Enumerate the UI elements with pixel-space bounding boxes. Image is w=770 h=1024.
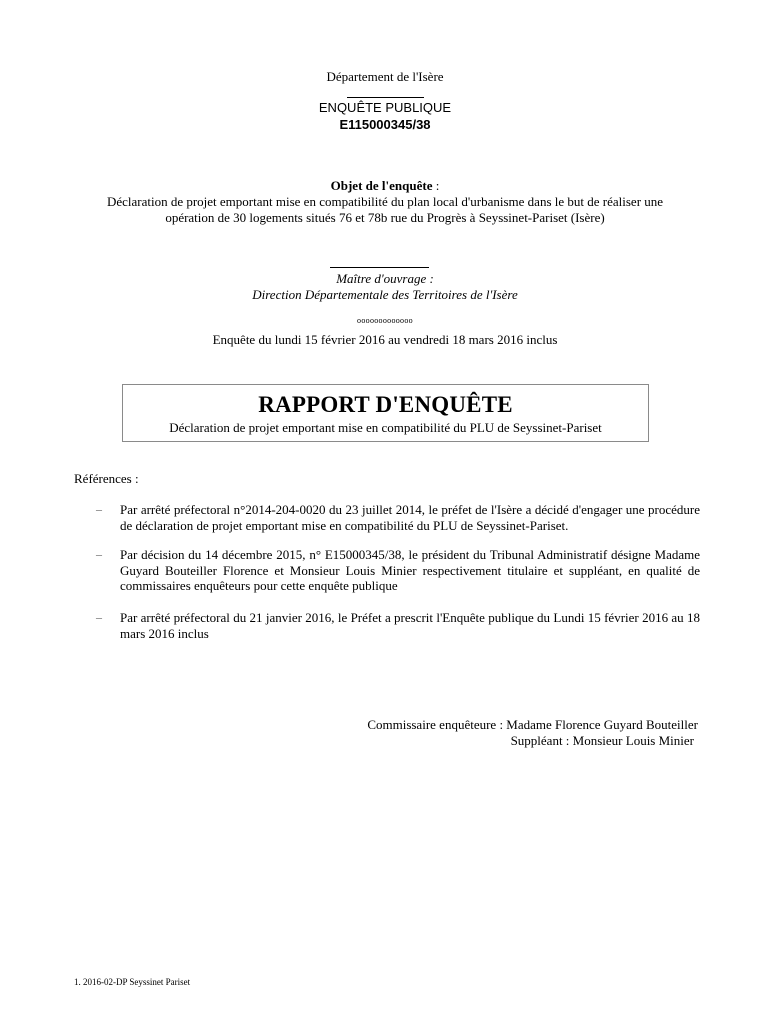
department-name: Département de l'Isère — [326, 69, 444, 84]
objet-label: Objet de l'enquête — [330, 178, 433, 193]
maitre-ouvrage-name: Direction Départementale des Territoires de l'Isère — [252, 287, 518, 302]
reference-item — [96, 610, 700, 641]
references-label: Références : — [74, 471, 139, 486]
reference-bullet: – — [96, 547, 102, 561]
maitre-divider — [330, 267, 429, 268]
reference-item — [96, 502, 700, 533]
header-divider — [347, 97, 424, 98]
reference-text: Par arrêté préfectoral n°2014-204-0020 du 23 juillet 2014, le préfet de l'Isère a décidé d'engager une procédure de déclaration de projet emportant mise en compatibilité du PLU de Seyssinet-Pariset. — [120, 502, 700, 533]
objet-description-line1: Déclaration de projet emportant mise en compatibilité du plan local d'urbanisme dans le but de réaliser une — [106, 194, 664, 209]
page-footer: 1. 2016-02-DP Seyssinet Pariset — [74, 977, 191, 987]
reference-item — [96, 547, 700, 594]
maitre-ouvrage-label: Maître d'ouvrage : — [336, 271, 434, 286]
objet-label-suffix: : — [432, 178, 440, 193]
enquete-reference-number: E115000345/38 — [339, 117, 431, 132]
objet-description-line2: opération de 30 logements situés 76 et 78b rue du Progrès à Seyssinet-Pariset (Isère) — [165, 210, 605, 225]
reference-text: Par arrêté préfectoral du 21 janvier 2016, le Préfet a prescrit l'Enquête publique du Lundi 15 février 2016 au 18 mars 2016 inclus — [120, 610, 700, 641]
reference-bullet: – — [96, 610, 102, 624]
reference-text: Par décision du 14 décembre 2015, n° E15000345/38, le président du Tribunal Administratif désigne Madame Guyard Bouteiller Florence et Monsieur Louis Minier respectivement titulaire et suppléant, en qualité de commissaires enquêteurs pour cette enquête publique — [120, 547, 700, 593]
rapport-title-box — [122, 384, 649, 442]
commissaire-signature: Commissaire enquêteure : Madame Florence Guyard Bouteiller — [367, 717, 698, 732]
enquete-publique-label: ENQUÊTE PUBLIQUE — [318, 100, 452, 115]
rapport-subtitle: Déclaration de projet emportant mise en compatibilité du PLU de Seyssinet-Pariset — [169, 420, 602, 435]
objet-heading — [0, 178, 770, 194]
enquete-dates: Enquête du lundi 15 février 2016 au vendredi 18 mars 2016 inclus — [212, 332, 558, 347]
ornament-separator: ooooooooooooo — [357, 316, 413, 325]
reference-bullet: – — [96, 502, 102, 516]
rapport-title: RAPPORT D'ENQUÊTE — [258, 392, 513, 417]
suppleant-signature: Suppléant : Monsieur Louis Minier — [510, 733, 694, 748]
